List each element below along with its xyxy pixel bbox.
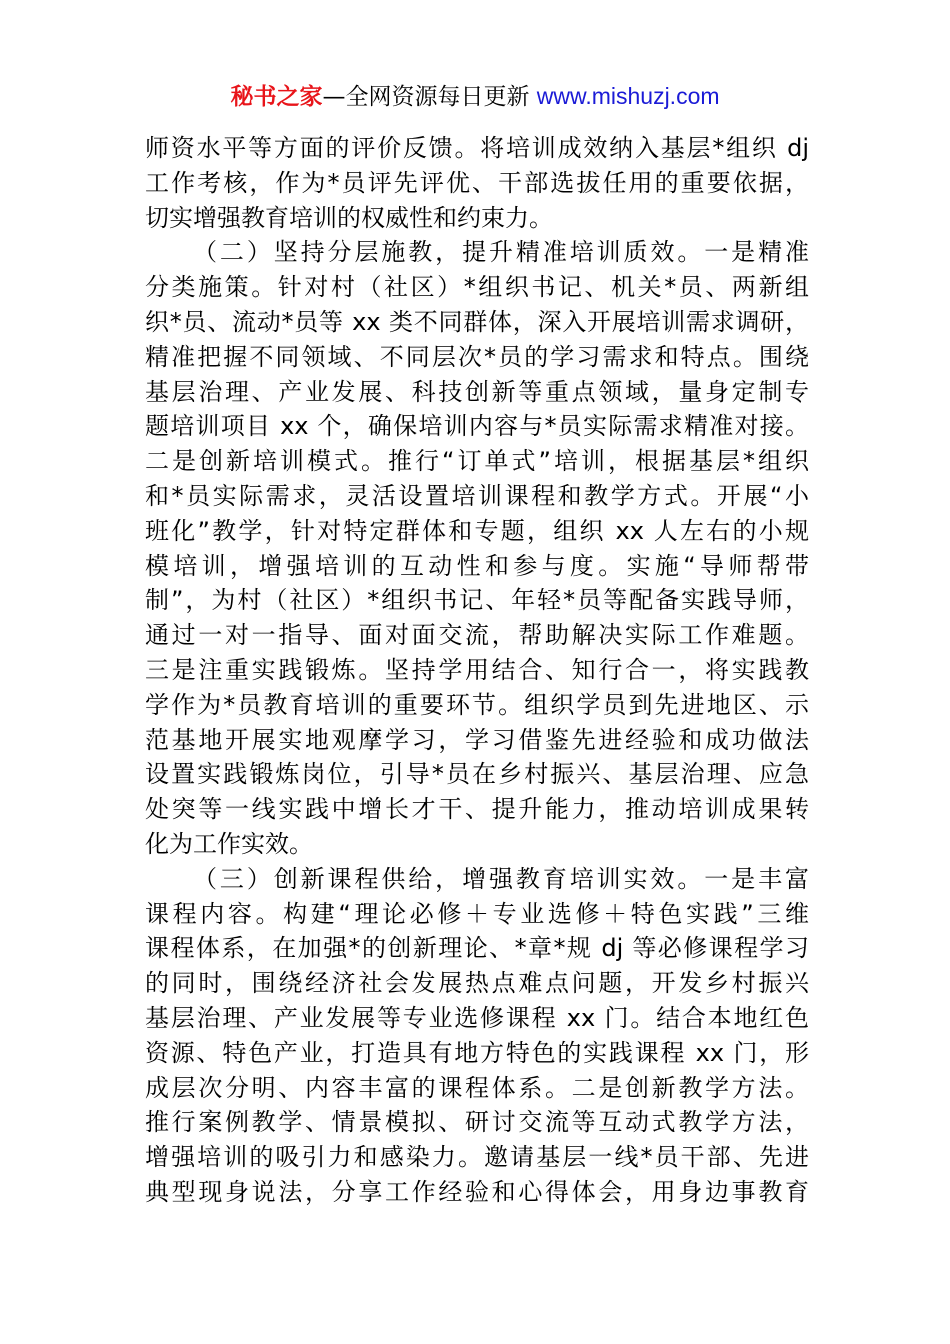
text-line: 成层次分明、内容丰富的课程体系。二是创新教学方法。 <box>145 1073 809 1102</box>
text-line: 分类施策。针对村（社区）*组织书记、机关*员、两新组 <box>145 273 809 302</box>
section-heading-line: （三）创新课程供给，增强教育培训实效。一是丰富 <box>193 864 809 893</box>
text-line: 化为工作实效。 <box>145 829 313 858</box>
text-line: 学作为*员教育培训的重要环节。组织学员到先进地区、示 <box>145 690 809 719</box>
text-line: 课程内容。构建“理论必修＋专业选修＋特色实践”三维 <box>145 899 809 928</box>
document-body <box>145 131 809 1210</box>
text-line: 题培训项目 xx 个，确保培训内容与*员实际需求精准对接。 <box>145 412 809 441</box>
section-heading-line: （二）坚持分层施教，提升精准培训质效。一是精准 <box>193 238 809 267</box>
text-line: 制”，为村（社区）*组织书记、年轻*员等配备实践导师， <box>145 586 809 615</box>
text-line: 范基地开展实地观摩学习，学习借鉴先进经验和成功做法 <box>145 725 809 754</box>
text-line: 推行案例教学、情景模拟、研讨交流等互动式教学方法， <box>145 1108 809 1137</box>
text-line: 增强培训的吸引力和感染力。邀请基层一线*员干部、先进 <box>145 1143 809 1172</box>
text-line: 和*员实际需求，灵活设置培训课程和教学方式。开展“小 <box>145 481 809 510</box>
text-line: 切实增强教育培训的权威性和约束力。 <box>145 203 553 232</box>
text-line: 师资水平等方面的评价反馈。将培训成效纳入基层*组织 dj <box>145 134 809 162</box>
text-line: 处突等一线实践中增长才干、提升能力，推动培训成果转 <box>145 795 809 824</box>
text-line: 典型现身说法，分享工作经验和心得体会，用身边事教育 <box>145 1177 809 1206</box>
text-line: 基层治理、产业发展等专业选修课程 xx 门。结合本地红色 <box>145 1003 809 1032</box>
site-url-link[interactable]: www.mishuzj.com <box>536 83 720 109</box>
site-brand: 秘书之家 <box>230 84 323 110</box>
text-line: 设置实践锻炼岗位，引导*员在乡村振兴、基层治理、应急 <box>145 760 809 789</box>
site-header <box>0 80 950 113</box>
text-line: 模培训，增强培训的互动性和参与度。实施“导师帮带 <box>145 551 809 580</box>
text-line: 三是注重实践锻炼。坚持学用结合、知行合一，将实践教 <box>145 655 809 684</box>
text-line: 资源、特色产业，打造具有地方特色的实践课程 xx 门，形 <box>145 1038 809 1067</box>
text-line: 精准把握不同领域、不同层次*员的学习需求和特点。围绕 <box>145 342 809 371</box>
text-line: 课程体系，在加强*的创新理论、*章*规 dj 等必修课程学习 <box>145 934 809 963</box>
text-line: 二是创新培训模式。推行“订单式”培训，根据基层*组织 <box>145 447 809 476</box>
text-line: 通过一对一指导、面对面交流，帮助解决实际工作难题。 <box>145 621 809 650</box>
text-line: 班化”教学，针对特定群体和专题，组织 xx 人左右的小规 <box>145 516 809 545</box>
site-slogan: —全网资源每日更新 <box>322 84 530 110</box>
text-line: 基层治理、产业发展、科技创新等重点领域，量身定制专 <box>145 377 809 406</box>
text-line: 织*员、流动*员等 xx 类不同群体，深入开展培训需求调研， <box>145 307 809 336</box>
text-line: 工作考核，作为*员评先评优、干部选拔任用的重要依据， <box>145 168 809 197</box>
text-line: 的同时，围绕经济社会发展热点难点问题，开发乡村振兴 <box>145 969 809 998</box>
